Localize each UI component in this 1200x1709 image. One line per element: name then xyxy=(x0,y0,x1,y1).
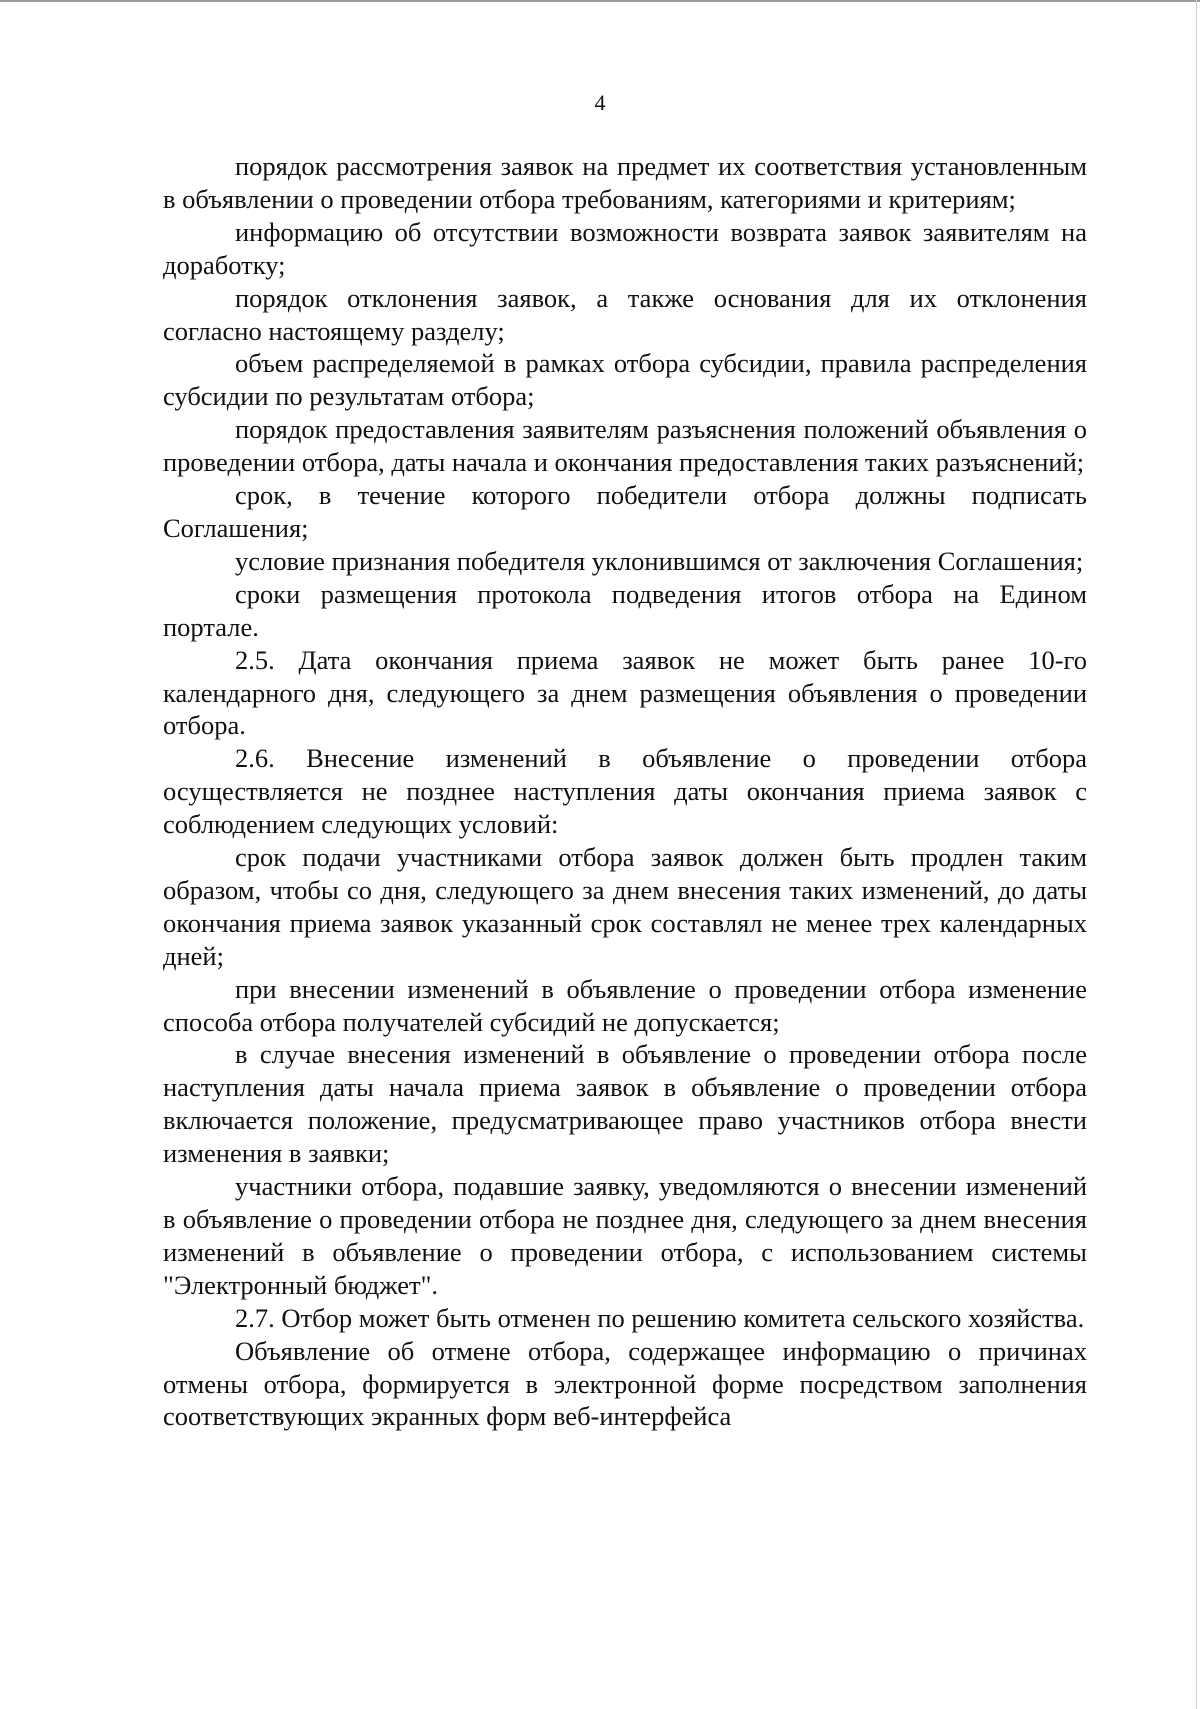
document-body xyxy=(163,150,1087,1433)
paragraph: объем распределяемой в рамках отбора субсидии, правила распределения субсидии по результатам отбора; xyxy=(163,348,1087,412)
paragraph: срок подачи участниками отбора заявок должен быть продлен таким образом, чтобы со дня, следующего за днем внесения таких изменений, до даты окончания приема заявок указанный срок составлял не менее трех календарных дней; xyxy=(163,842,1087,971)
scan-edge-right xyxy=(1196,0,1197,1709)
paragraph: в случае внесения изменений в объявление о проведении отбора после наступления даты начала приема заявок в объявление о проведении отбора включается положение, предусматривающее право участников отбора внести изменения в заявки; xyxy=(163,1039,1087,1169)
paragraph: 2.6. Внесение изменений в объявление о проведении отбора осуществляется не позднее наступления даты окончания приема заявок с соблюдением следующих условий: xyxy=(163,743,1087,840)
paragraph: участники отбора, подавшие заявку, уведомляются о внесении изменений в объявление о проведении отбора не позднее дня, следующего за днем внесения изменений в объявление о проведении отбора, с использованием системы "Электронный бюджет". xyxy=(163,1171,1087,1300)
paragraph: 2.7. Отбор может быть отменен по решению комитета сельского хозяйства. xyxy=(235,1302,1085,1333)
paragraph: 2.5. Дата окончания приема заявок не может быть ранее 10-го календарного дня, следующего за днем размещения объявления о проведении отбора. xyxy=(163,644,1087,741)
paragraph: информацию об отсутствии возможности возврата заявок заявителям на доработку; xyxy=(163,216,1087,280)
paragraph: срок, в течение которого победители отбора должны подписать Соглашения; xyxy=(163,480,1087,543)
paragraph: Объявление об отмене отбора, содержащее информацию о причинах отмены отбора, формируется в электронной форме посредством заполнения соответствующих экранных форм веб-интерфейса xyxy=(163,1335,1087,1432)
paragraph: порядок рассмотрения заявок на предмет их соответствия установленным в объявлении о проведении отбора требованиям, категориями и критериям; xyxy=(163,151,1087,214)
scan-edge-top xyxy=(0,0,1200,2)
paragraph: сроки размещения протокола подведения итогов отбора на Едином портале. xyxy=(163,578,1087,642)
paragraph: условие признания победителя уклонившимся от заключения Соглашения; xyxy=(235,545,1084,576)
paragraph: порядок отклонения заявок, а также основания для их отклонения согласно настоящему разделу; xyxy=(163,282,1087,346)
paragraph: при внесении изменений в объявление о проведении отбора изменение способа отбора получателей субсидий не допускается; xyxy=(163,973,1087,1037)
paragraph: порядок предоставления заявителям разъяснения положений объявления о проведении отбора, даты начала и окончания предоставления таких разъяснений; xyxy=(163,414,1087,478)
page-number: 4 xyxy=(594,90,606,115)
